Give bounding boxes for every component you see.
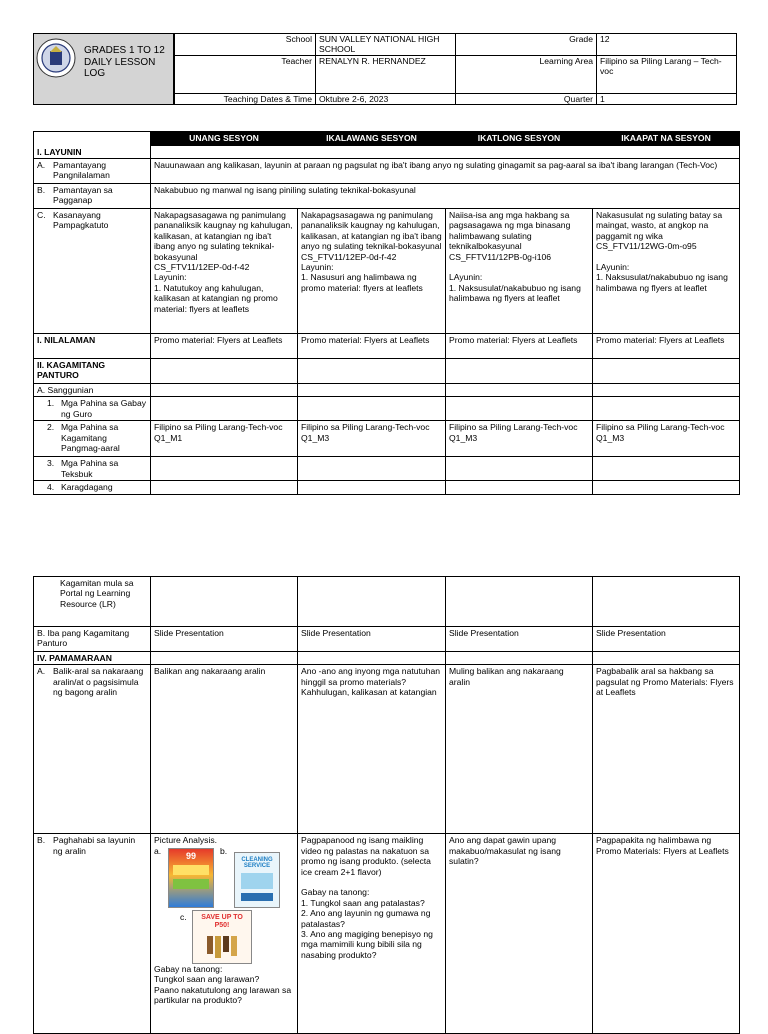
nilalaman-heading: I. NILALAMAN (34, 333, 151, 358)
lesson-table-1 (33, 131, 740, 495)
kasanayang-label: C. Kasanayang Pampagkatuto (34, 208, 151, 333)
lesson-table-2 (33, 576, 740, 1034)
kagamitang-panturo-heading: II. KAGAMITANG PANTURO (34, 358, 151, 383)
iba-cell-2: Slide Presentation (298, 627, 446, 652)
option-c-label: c. (180, 911, 187, 922)
teacher-value: RENALYN R. HERNANDEZ (319, 56, 426, 66)
school-label: School (285, 34, 312, 44)
pamantayang-pangnilalaman-text: Nauunawaan ang kalikasan, layunin at paraan ng pagsulat ng iba't ibang anyo ng sulating ginagamit sa pag-aaral sa iba't ibang larangan (Tech-Voc) (151, 158, 740, 183)
nilalaman-cell-3: Promo material: Flyers at Leaflets (446, 333, 593, 358)
paghahabi-label: B. Paghahabi sa layunin ng aralin (34, 834, 151, 1034)
paghahabi-cell-2: Pagpapanood ng isang maikling video ng palastas na nakatuon sa promo ng isang produkto. (selecta ice cream 2+1 flavor) Gabay na tanong: 1. Tungkol saan ang patalastas? 2. Ano ang layunin ng gumawa ng patalastas? 3. Ano ang magiging benepisyo ng mga mamimili kung bibili sila ng nasabing produkto? (298, 834, 446, 1034)
mag-aaral-cell-3: Filipino sa Piling Larang-Tech-voc Q1_M3 (446, 421, 593, 457)
pamantayan-pagganap-label: B. Pamantayan sa Pagganap (34, 183, 151, 208)
session-header-2: IKALAWANG SESYON (298, 132, 446, 146)
kasanayang-cell-2: Nakapagsasagawa ng panimulang pananaliksik kaugnay ng kahulugan, kalikasan, at katangian ng iba't ibang anyo ng sulating teknikal-bokasyunal CS_FTV11/12EP-0d-f-42 Layunin: 1. Nasusuri ang halimbawa ng promo material: flyers at leaflets (298, 208, 446, 333)
nilalaman-cell-2: Promo material: Flyers at Leaflets (298, 333, 446, 358)
mag-aaral-cell-4: Filipino sa Piling Larang-Tech-voc Q1_M3 (593, 421, 740, 457)
quarter-value: 1 (600, 94, 605, 104)
mag-aaral-cell-2: Filipino sa Piling Larang-Tech-voc Q1_M3 (298, 421, 446, 457)
picture-analysis-questions: Gabay na tanong: Tungkol saan ang larawan? Paano nakatutulong ang larawan sa partikular na produkto? (154, 963, 292, 1006)
balik-aral-cell-2: Ano -ano ang inyong mga natutuhan hinggil sa promo materials? Kahhulugan, kalikasan at katangian (298, 665, 446, 834)
dates-value: Oktubre 2-6, 2023 (319, 94, 389, 104)
balik-aral-cell-4: Pagbabalik aral sa hakbang sa pagsulat ng Promo Materials: Flyers at Leaflets (593, 665, 740, 834)
iba-cell-3: Slide Presentation (446, 627, 593, 652)
balik-aral-label: A. Balik-aral sa nakaraang aralin/at o pagsisimula ng bagong aralin (34, 665, 151, 834)
paghahabi-cell-3: Ano ang dapat gawin upang makabuo/makasulat ng isang sulatin? (446, 834, 593, 1034)
option-b-label: b. (220, 845, 228, 856)
layunin-heading: I. LAYUNIN (34, 146, 151, 159)
karagdagang-label: 4. Karagdagang (34, 481, 151, 494)
portal-lr-label: Kagamitan mula sa Portal ng Learning Resource (LR) (34, 577, 151, 627)
paghahabi-cell-4: Pagpapakita ng halimbawa ng Promo Materials: Flyers at Leaflets (593, 834, 740, 1034)
iba-cell-4: Slide Presentation (593, 627, 740, 652)
header-title: GRADES 1 TO 12 DAILY LESSON LOG (84, 45, 165, 79)
picture-analysis-cell (151, 834, 298, 1034)
pamantayan-pagganap-text: Nakabubuo ng manwal ng isang piniling sulating teknikal-bokasyunal (151, 183, 740, 208)
session-header-3: IKATLONG SESYON (446, 132, 593, 146)
cleaning-service-flyer-image: CLEANING SERVICE (234, 852, 280, 908)
grade-label: Grade (569, 34, 593, 44)
iba-cell-1: Slide Presentation (151, 627, 298, 652)
kasanayang-cell-1: Nakapagsasagawa ng panimulang pananaliksik kaugnay ng kahulugan, kalikasan, at katangian ng iba't ibang anyo ng sulating teknikal-bokasyunal CS_FTV11/12EP-0d-f-42 Layunin: 1. Natutukoy ang kahulugan, kalikasan at katangian ng promo material: flyers at leaflets (151, 208, 298, 333)
deped-seal-icon (36, 38, 76, 78)
learning-area-label: Learning Area (539, 56, 593, 66)
nilalaman-cell-1: Promo material: Flyers at Leaflets (151, 333, 298, 358)
nilalaman-cell-4: Promo material: Flyers at Leaflets (593, 333, 740, 358)
kasanayang-cell-4: Nakasusulat ng sulating batay sa maingat, wasto, at angkop na paggamit ng wika CS_FTV11/12WG-0m-o95 LAyunin: 1. Naksusulat/nakabubuo ng isang halimbawa ng flyers at leaflet (593, 208, 740, 333)
learning-area-value: Filipino sa Piling Larang – Tech-voc (600, 56, 722, 77)
teksbuk-label: 3. Mga Pahina sa Teksbuk (34, 457, 151, 481)
dates-label: Teaching Dates & Time (223, 94, 312, 104)
mag-aaral-cell-1: Filipino sa Piling Larang-Tech-voc Q1_M1 (151, 421, 298, 457)
quarter-label: Quarter (563, 94, 593, 104)
teacher-label: Teacher (281, 56, 312, 66)
balik-aral-cell-1: Balikan ang nakaraang aralin (151, 665, 298, 834)
pamamaraan-heading: IV. PAMAMARAAN (34, 652, 151, 665)
pamantayang-pangnilalaman-label: A. Pamantayang Pangnilalaman (34, 158, 151, 183)
sanggunian-label: A. Sanggunian (34, 383, 151, 396)
save-up-flyer-image: SAVE UP TO P50! (192, 910, 252, 964)
school-value: SUN VALLEY NATIONAL HIGH SCHOOL (319, 34, 440, 55)
session-header-4: IKAAPAT NA SESYON (593, 132, 740, 146)
sale-flyer-image: 99 (168, 848, 214, 908)
session-header-1: UNANG SESYON (151, 132, 298, 146)
iba-kagamitang-label: B. Iba pang Kagamitang Panturo (34, 627, 151, 652)
kagamitang-mag-aaral-label: 2. Mga Pahina sa Kagamitang Pangmag-aaral (34, 421, 151, 457)
gabay-guro-label: 1. Mga Pahina sa Gabay ng Guro (34, 397, 151, 421)
picture-analysis-title: Picture Analysis. (154, 835, 218, 846)
grade-value: 12 (600, 34, 610, 44)
option-a-label: a. (154, 845, 162, 856)
kasanayang-cell-3: Naiisa-isa ang mga hakbang sa pagsasagawa ng mga binasang halimbawang sulating teknikalbokasyunal CS_FFTV11/12PB-0g-i106 LAyunin: 1. Naksusulat/nakabubuo ng isang halimbawa ng flyers at leaflet (446, 208, 593, 333)
balik-aral-cell-3: Muling balikan ang nakaraang aralin (446, 665, 593, 834)
